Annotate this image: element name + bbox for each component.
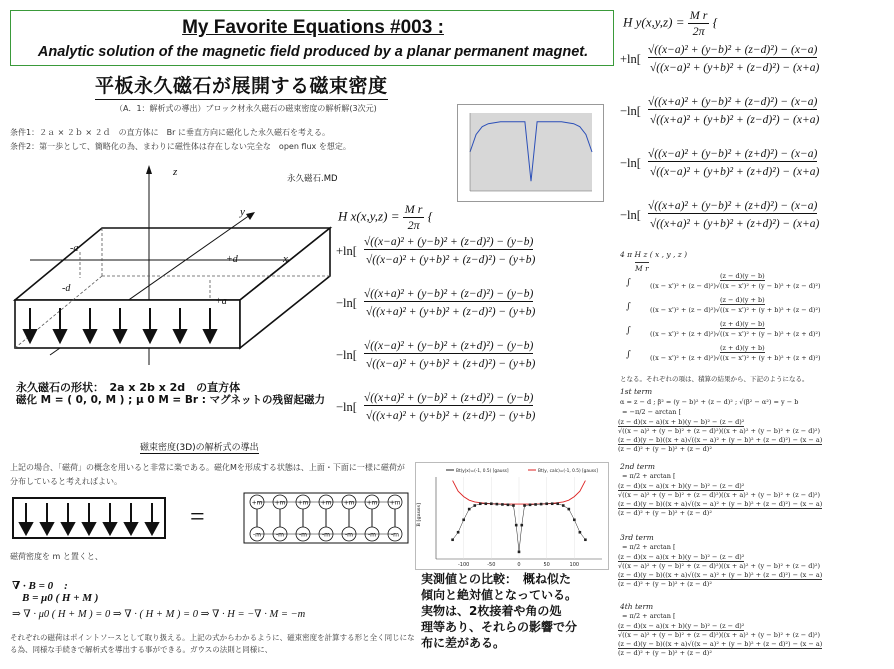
mc-measured-point [520,524,523,527]
hx-term-den: √((x−a)² + (y+b)² + (z−d)²) − (y+b) [366,254,536,266]
term-row: √((x − a)² + (y − b)² + (z − d)²)((x + a)² + (y − b)² + (z − d)²) [618,427,821,435]
hy-brace: { [712,14,718,30]
shape-caption-2: 磁化 M = ( 0, 0, M ) ; μ 0 M = Br : マグネットの残留起磁力 [16,394,325,406]
hx-term-sign: +ln[ [336,244,357,258]
plus-charge-label: +m [366,499,378,507]
equals-sign: = [190,502,205,531]
magnet-label: 永久磁石.MD [287,174,338,184]
minus-charge-label: -m [367,531,377,539]
term-row: (z − d)² + (y − b)² + (z − d)² [618,445,712,453]
mc-tick-label: 0 [517,562,521,568]
magnet-diagram [10,160,335,385]
comparison-4: 理等あり、それらの影響で分 [421,620,578,634]
mc-tick-label: 50 [543,562,550,568]
arctan-line: = −π/2 − arctan [ [622,408,682,416]
section2-placed: 磁荷密度を m と置くと、 [10,552,103,561]
mc-measured-point [518,551,521,554]
plus-charge-label: +m [297,499,309,507]
header-subtitle: Analytic solution of the magnetic field produced by a planar permanent magnet. [37,44,589,60]
integral-sign: ∫ [626,302,631,312]
first-term-def: α = z − d ; β² = (y − b)² + (z − d)² ; √(β² − α²) = y − b [620,398,799,406]
int-term-num: (z + d)(y + b) [720,344,765,352]
fourth-term-label: 4th term [620,602,654,611]
term-row: √((x − a)² + (y − b)² + (z − d)²)((x + a)² + (y − b)² + (z − d)²) [618,631,821,639]
condition-2: 条件2：第一歩として、簡略化の為、まわりに磁性体は存在しない完全な open flux を想定。 [10,142,351,151]
comparison-3: 実物は、2枚接着や角の処 [421,604,562,618]
int-term-num: (z − d)(y − b) [720,272,765,280]
hy-term-den: √((x+a)² + (y+b)² + (z−d)²) − (x+a) [650,114,820,126]
hy-term-sign: −ln[ [620,104,641,118]
hy-term-num: √((x−a)² + (y−b)² + (z+d)²) − (x−a) [648,148,818,160]
comparison-1: 実測値との比較： 概ね似た [421,572,572,586]
term-row: (z − d)² + (y − b)² + (z − d)² [618,509,712,517]
page-title-jp: 平板永久磁石が展開する磁束密度 [95,71,388,100]
hy-frac-num: M r [689,8,708,22]
hy-term-den: √((x−a)² + (y+b)² + (z+d)²) − (x+a) [650,166,820,178]
hx-term-sign: −ln[ [336,400,357,414]
label-pos-a: +a [215,296,227,307]
term-row: (z − d)(y − b)((x + a)√((x − a)² + (y − b)² + (z − d)²) − (x − a) [618,436,823,444]
mc-measured-point [584,538,587,541]
hz-den: M r [635,264,649,273]
int-term-num: (z − d)(y + b) [720,296,765,304]
integral-sign: ∫ [626,326,631,336]
hx-term-den: √((x+a)² + (y+b)² + (z−d)²) − (y+b) [366,306,536,318]
chain-eq: ⇒ ∇ · μ0 ( H + M ) = 0 ⇒ ∇ · ( H + M ) = 0 ⇒ ∇ · H = −∇ · M = −m [12,609,306,620]
mc-measured-point [573,518,576,521]
plus-charge-label: +m [343,499,355,507]
condition-1: 条件1：２ａ × ２ｂ × ２ｄ の直方体に Br に垂直方向に磁化した永久磁石を考える。 [10,128,330,137]
hy-term-num: √((x+a)² + (y−b)² + (z−d)²) − (x−a) [648,96,818,108]
third-term-label: 3rd term [620,533,654,542]
comparison-2: 傾向と絶対値となっている。 [421,588,578,602]
mc-tick-label: 100 [569,562,580,568]
label-neg-d: -d [62,283,71,294]
mc-measured-point [512,504,515,507]
second-term-label: 2nd term [620,462,655,471]
term-row: √((x − a)² + (y − b)² + (z − d)²)((x + a)² + (y − b)² + (z − d)²) [618,562,821,570]
arctan-line: = π/2 + arctan [ [622,543,676,551]
term-row: (z − d)(y − b)((x + a)√((x − a)² + (y − b)² + (z − d)²) − (x − a) [618,571,823,579]
hx-term-num: √((x−a)² + (y−b)² + (z−d)²) − (y−b) [364,236,534,248]
mc-measured-point [490,502,493,505]
mc-tick-label: -100 [457,562,470,568]
mc-tick-label: -50 [487,562,496,568]
mc-legend-label: Bt(y, calc)=(-1, 0.5) [gauss] [538,469,598,474]
term-row: (z − d)² + (y − b)² + (z − d)² [618,580,712,588]
hx-term-sign: −ln[ [336,348,357,362]
term-row: √((x − a)² + (y − b)² + (z − d)²)((x + a)² + (y − b)² + (z − d)²) [618,491,821,499]
term-row: (z − d)(x − a)(x + b)(y − b)² − (z − d)² [618,622,745,630]
mc-measured-point [479,502,482,505]
mc-measured-point [562,504,565,507]
mc-ylabel: B [gauss] [416,503,422,527]
mc-measured-point [545,502,548,505]
section2-heading: 磁束密度(3D)の解析式の導出 [140,440,259,454]
hx-lhs [338,202,433,233]
plus-charge-label: +m [320,499,332,507]
mc-measured-point [451,538,454,541]
mc-measured-point [462,518,465,521]
hx-frac-den: 2π [407,218,420,232]
mc-measured-point [496,503,499,506]
plus-charge-label: +m [251,499,263,507]
term-row: (z − d)(y − b)((x + a)√((x − a)² + (y − b)² + (z − d)²) − (x − a) [618,640,823,648]
plus-charge-label: +m [274,499,286,507]
arctan-line: = π/2 + arctan [ [622,472,676,480]
hx-brace: { [427,208,433,224]
mc-measured-point [529,504,532,507]
axis-x-label: x [283,253,288,265]
label-pos-d: +d [226,254,238,265]
hx-lhs-text: H x(x,y,z) = [338,208,400,224]
int-term-den: ((x − x')² + (z + d)²)√((x − x')² + (y + b)² + (z + d)²) [650,354,821,362]
hx-term-den: √((x−a)² + (y+b)² + (z+d)²) − (y+b) [366,358,536,370]
charge-ladder [243,492,409,544]
mc-measured-point [468,508,471,511]
hx-term-num: √((x+a)² + (y−b)² + (z+d)²) − (y−b) [364,392,534,404]
int-term-num: (z + d)(y − b) [720,320,765,328]
integral-sign: ∫ [626,278,631,288]
term-row: (z − d)(x − a)(x + b)(y − b)² − (z − d)² [618,418,745,426]
hx-term-num: √((x+a)² + (y−b)² + (z−d)²) − (y−b) [364,288,534,300]
mc-measured-point [556,502,559,505]
mc-measured-point [579,531,582,534]
comparison-5: 布に差がある。 [421,636,506,650]
header-title: My Favorite Equations #003 : [182,17,444,38]
arctan-line: = π/2 + arctan [ [622,612,676,620]
minus-charge-label: -m [298,531,308,539]
measured-chart-svg [416,463,608,569]
hz-head: 4 π H z ( x , y , z ) [620,250,688,259]
term-row: (z − d)(x − a)(x + b)(y − b)² − (z − d)² [618,553,745,561]
hy-term-sign: −ln[ [620,208,641,222]
hy-lhs [623,8,718,39]
plus-charge-label: +m [389,499,401,507]
small-chart-svg [458,105,603,201]
mc-legend-label: Bt(y|x)=(-1, 0.5) [gauss] [456,469,509,474]
mc-measured-point [523,504,526,507]
hx-term-den: √((x+a)² + (y+b)² + (z+d)²) − (y+b) [366,410,536,422]
hy-term-den: √((x−a)² + (y+b)² + (z−d)²) − (x+a) [650,62,820,74]
intro-caption: （A．1：解析式の導出）ブロック材永久磁石の磁束密度の解析解(3次元) [115,104,377,113]
small-chart-frame [457,104,604,202]
hy-frac-den: 2π [692,24,705,38]
hy-term-den: √((x+a)² + (y+b)² + (z+d)²) − (x+a) [650,218,820,230]
section2-bottom: それぞれの磁荷はポイントソースとして取り扱える。上記の式からわかるように、磁束密度を計算する形と全く同じになる為、同様な手続きで解析式を導出する事ができる。ガウスの法則と同様に、 [10,633,415,654]
hy-lhs-text: H y(x,y,z) = [623,14,685,30]
mc-measured-point [515,524,518,527]
measured-chart-frame [415,462,609,570]
mc-measured-point [473,504,476,507]
term-row: (z − d)(x − a)(x + b)(y − b)² − (z − d)² [618,482,745,490]
hx-term-num: √((x−a)² + (y−b)² + (z+d)²) − (y−b) [364,340,534,352]
magnet-block [12,497,166,539]
hy-term-sign: −ln[ [620,156,641,170]
b-eq: B = μ0 ( H + M ) [22,592,99,604]
axis-y-label: y [240,206,245,218]
integral-sign: ∫ [626,350,631,360]
minus-charge-label: -m [275,531,285,539]
label-neg-a: -a [70,243,79,254]
mc-measured-point [568,508,571,511]
hy-term-num: √((x−a)² + (y−b)² + (z−d)²) − (x−a) [648,44,818,56]
int-term-den: ((x − x')² + (z − d)²)√((x − x')² + (y − b)² + (z − d)²) [650,282,821,290]
int-term-den: ((x − x')² + (z + d)²)√((x − x')² + (y − b)² + (z + d)²) [650,330,821,338]
section2-para: 上記の場合、「磁荷」の概念を用いると非常に楽である。磁化Mを形成する状態は、上面・下面に一様に磁荷が分布していると考えればよい。 [10,463,405,486]
term-row: (z − d)(y − b)((x + a)√((x − a)² + (y − b)² + (z − d)²) − (x − a) [618,500,823,508]
hy-term-num: √((x+a)² + (y−b)² + (z+d)²) − (x−a) [648,200,818,212]
shape-caption-1: 永久磁石の形状： 2a x 2b x 2d の直方体 [16,381,241,394]
mc-measured-point [551,502,554,505]
minus-charge-label: -m [390,531,400,539]
hx-frac-num: M r [404,202,423,216]
first-term-label: 1st term [620,387,653,396]
hx-term-sign: −ln[ [336,296,357,310]
integ-note: となる。それぞれの項は、積算の結果から、下記のようになる。 [620,375,809,383]
minus-charge-label: -m [344,531,354,539]
mc-measured-point [501,503,504,506]
header-box [10,10,614,66]
mc-measured-point [457,531,460,534]
int-term-den: ((x − x')² + (z − d)²)√((x − x')² + (y + b)² + (z − d)²) [650,306,821,314]
mc-measured-point [540,503,543,506]
axis-z-label: z [173,166,178,178]
mc-measured-point [534,503,537,506]
div-b-eq: ∇ · B = 0 : [12,580,68,592]
mc-measured-point [507,504,510,507]
mc-measured-point [485,502,488,505]
minus-charge-label: -m [252,531,262,539]
minus-charge-label: -m [321,531,331,539]
term-row: (z − d)² + (y − b)² + (z − d)² [618,649,712,657]
hy-term-sign: +ln[ [620,52,641,66]
